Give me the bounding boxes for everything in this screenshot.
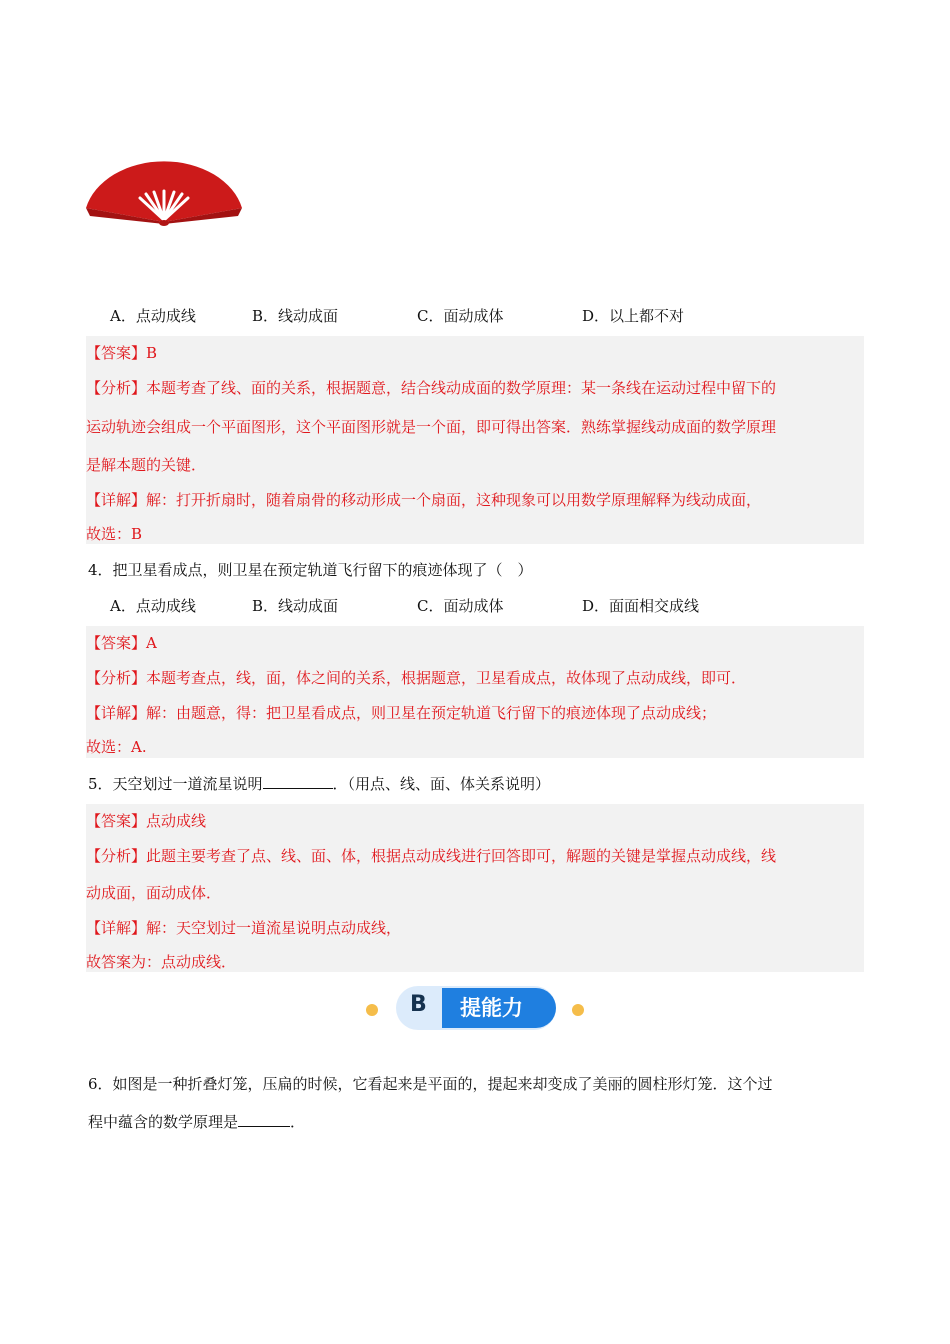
q4-answer: 【答案】A [86,634,157,652]
q6-line-2-suffix: ． [290,1113,306,1131]
folding-fan-image [84,150,244,230]
q4-answer-box [86,626,864,758]
q6-line-2 [88,1111,305,1132]
q5-detail-line-2: 故答案为：点动成线． [86,953,237,971]
q3-answer: 【答案】B [86,344,158,362]
banner-right-dot [572,1004,584,1016]
q3-option-c: C．面动成体 [417,307,504,325]
q3-analysis-line-1: 【分析】本题考查了线、面的关系，根据题意，结合线动成面的数学原理：某一条线在运动过程中留下的 [86,379,777,397]
q3-analysis-line-3: 是解本题的关键． [86,456,207,474]
banner-title: 提能力 [460,996,523,1020]
q3-detail-line-2: 故选：B [86,525,143,543]
q3-answer-box [86,336,864,544]
q6-answer-blank [238,1112,290,1127]
q5-detail-line-1: 【详解】解：天空划过一道流星说明点动成线， [86,919,402,937]
q6-line-2-prefix: 程中蕴含的数学原理是 [88,1113,239,1131]
q3-detail-line-1: 【详解】解：打开折扇时，随着扇骨的移动形成一个扇面，这种现象可以用数学原理解释为线动成面， [86,491,762,509]
q4-option-b: B．线动成面 [252,597,339,615]
q5-analysis-line-1: 【分析】此题主要考查了点、线、面、体，根据点动成线进行回答即可，解题的关键是掌握点动成线，线 [86,847,777,865]
q5-answer: 【答案】点动成线 [86,812,207,830]
q3-option-b: B．线动成面 [252,307,339,325]
q6-line-1: 6．如图是一种折叠灯笼，压扁的时候，它看起来是平面的，提起来却变成了美丽的圆柱形灯笼．这个过 [88,1075,773,1093]
q3-option-a: A．点动成线 [110,307,196,325]
q5-question-prefix: 5．天空划过一道流星说明 [88,775,263,793]
q4-question: 4．把卫星看成点，则卫星在预定轨道飞行留下的痕迹体现了（ ） [88,561,533,579]
q4-option-c: C．面动成体 [417,597,504,615]
q4-analysis: 【分析】本题考查点，线，面，体之间的关系，根据题意，卫星看成点，故体现了点动成线，即可． [86,669,747,687]
q4-option-a: A．点动成线 [110,597,196,615]
q3-option-d: D．以上都不对 [582,307,685,325]
q3-analysis-line-2: 运动轨迹会组成一个平面图形，这个平面图形就是一个面，即可得出答案．熟练掌握线动成面的数学原理 [86,418,777,436]
q4-option-d: D．面面相交成线 [582,597,700,615]
banner-letter: B [410,992,427,1017]
q5-analysis-line-2: 动成面，面动成体． [86,884,222,902]
q4-detail: 【详解】解：由题意，得：把卫星看成点，则卫星在预定轨道飞行留下的痕迹体现了点动成线； [86,704,717,722]
q4-choice: 故选：A. [86,738,147,756]
q5-question-suffix: ．（用点、线、面、体关系说明） [332,775,551,793]
banner-left-dot [366,1004,378,1016]
q5-question [88,773,550,794]
q5-answer-blank [263,774,333,789]
q5-answer-box [86,804,864,972]
